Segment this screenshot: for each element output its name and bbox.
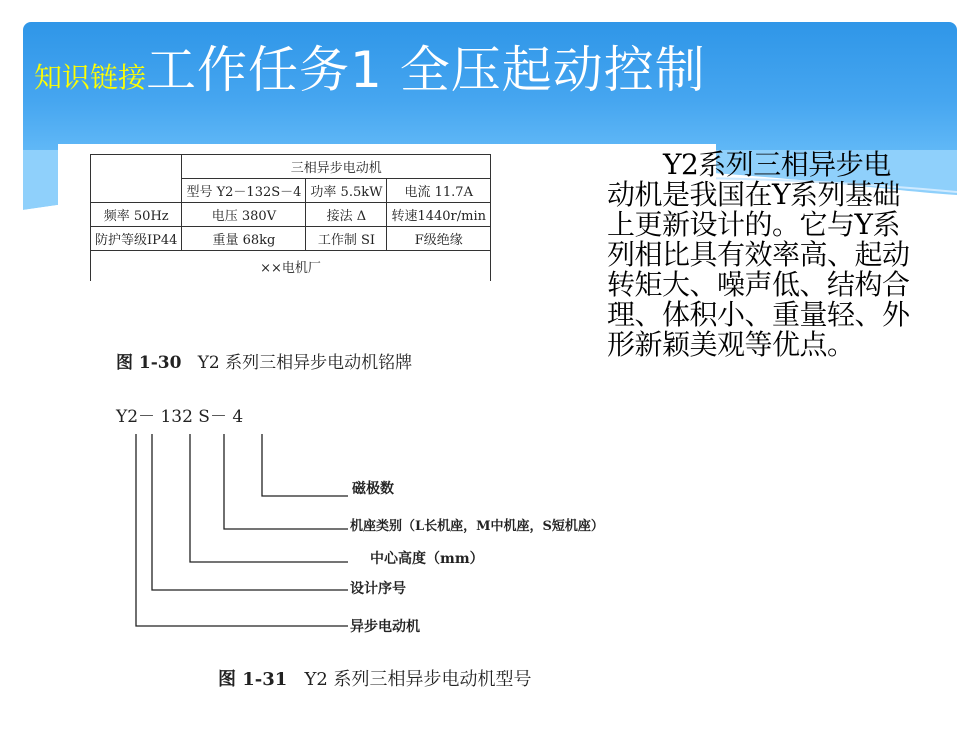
model-label-design-serial: 设计序号: [350, 581, 406, 597]
figure-1-30-number: 图 1-30: [116, 353, 182, 373]
model-label-poles: 磁极数: [352, 481, 394, 497]
model-code: Y2－ 132 S－ 4: [116, 407, 244, 427]
nameplate-header: 三相异步电动机: [182, 155, 491, 179]
figure-1-31-text: Y2 系列三相异步电动机型号: [304, 669, 532, 690]
description-paragraph: Y2系列三相异步电动机是我国在Y系列基础上更新设计的。它与Y系列相比具有效率高、起动转矩大、噪声低、结构合理、体积小、重量轻、外形新颖美观等优点。: [607, 148, 910, 361]
nameplate-cell: 频率 50Hz: [91, 203, 182, 227]
model-label-center-height: 中心高度（mm）: [370, 551, 484, 567]
nameplate-cell: 防护等级IP44: [91, 227, 182, 251]
slide-title: [34, 30, 706, 110]
model-label-async-motor: 异步电动机: [350, 619, 420, 635]
nameplate-cell: 转速1440r/min: [387, 203, 491, 227]
nameplate-maker: ××电机厂: [91, 251, 491, 282]
model-label-frame: 机座类别（L长机座，M中机座，S短机座）: [350, 519, 604, 534]
nameplate-cell: 功率 5.5kW: [306, 179, 387, 203]
nameplate-cell: 工作制 SI: [306, 227, 387, 251]
nameplate-cell: 电压 380V: [182, 203, 306, 227]
nameplate-cell: 型号 Y2－132S－4: [182, 179, 306, 203]
description-text-block: [607, 150, 912, 360]
nameplate-cell: F级绝缘: [387, 227, 491, 251]
nameplate-cell: 重量 68kg: [182, 227, 306, 251]
figure-1-31-number: 图 1-31: [218, 669, 288, 690]
nameplate-cell: 接法 Δ: [306, 203, 387, 227]
title-main: 工作任务1 全压起动控制: [146, 41, 706, 99]
figure-1-30-text: Y2 系列三相异步电动机铭牌: [197, 353, 413, 373]
title-prefix: 知识链接: [34, 61, 147, 94]
nameplate-cell: 电流 11.7A: [387, 179, 491, 203]
figure-1-31-caption: [218, 665, 532, 691]
